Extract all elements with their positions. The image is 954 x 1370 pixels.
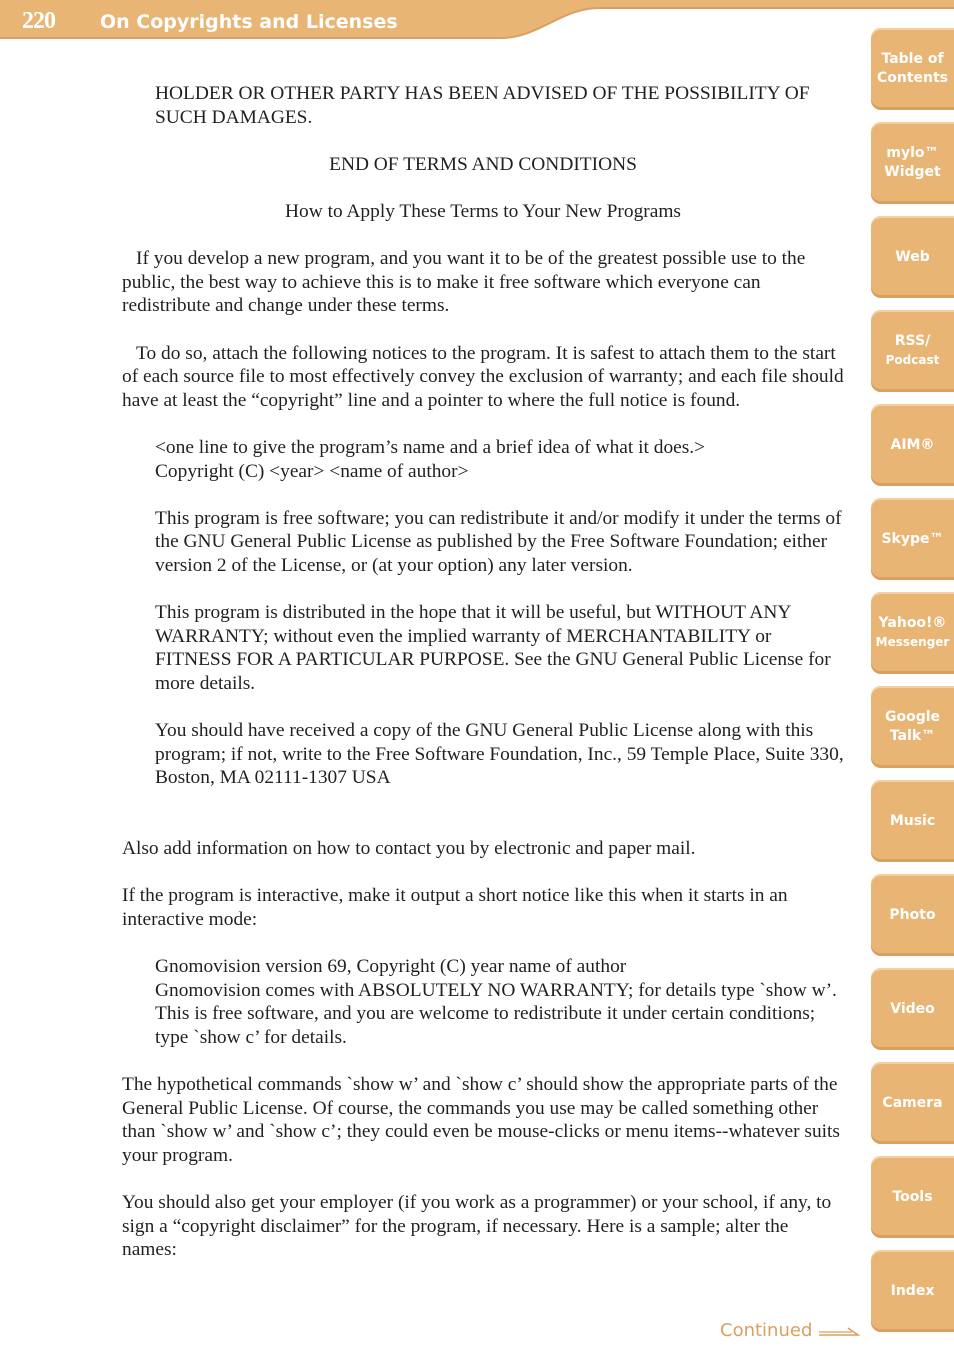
tab-label: AIM® [890, 436, 935, 453]
tab-label: Table of [881, 51, 944, 67]
tab-photo[interactable] [871, 874, 954, 956]
tab-video[interactable] [871, 968, 954, 1050]
notice-paragraph: You should have received a copy of the GNU General Public License along with this program; if not, write to the Free Software Foundation, Inc., 59 Temple Place, Suite 330, Boston, MA 02111-1307 USA [155, 720, 844, 789]
tab-camera[interactable] [871, 1062, 954, 1144]
sample-line: This is free software, and you are welcome to redistribute it under certain conditions; type `show c’ for details. [155, 1003, 816, 1048]
tab-table-of-contents[interactable] [871, 28, 954, 110]
paragraph: To do so, attach the following notices to the program. It is safest to attach them to the start of each source file to most effectively convey the exclusion of warranty; and each file should have at least the “copyright” line and a pointer to where the full notice is found. [122, 342, 844, 411]
page-number: 220 [22, 8, 55, 34]
tab-label: Photo [889, 906, 936, 923]
document-body [122, 82, 844, 1262]
tab-label: Video [890, 1000, 935, 1017]
notice-line: Copyright (C) <year> <name of author> [155, 460, 469, 482]
tab-label: Index [890, 1282, 935, 1299]
tab-rss-podcast[interactable] [871, 310, 954, 392]
heading-how-to-apply: How to Apply These Terms to Your New Programs [285, 200, 681, 222]
tab-aim[interactable] [871, 404, 954, 486]
notice-line: <one line to give the program’s name and a brief idea of what it does.> [155, 436, 706, 458]
tab-label: Skype™ [881, 530, 944, 547]
paragraph: If you develop a new program, and you want it to be of the greatest possible use to the public, the best way to achieve this is to make it free software which everyone can redistribute and change under these terms. [122, 248, 806, 317]
tab-index[interactable] [871, 1250, 954, 1332]
paragraph: You should also get your employer (if you work as a programmer) or your school, if any, to sign a “copyright disclaimer” for the program, if necessary. Here is a sample; alter the names: [122, 1191, 832, 1261]
tab-label: Contents [876, 70, 949, 86]
tab-label: mylo™ [886, 145, 939, 161]
tab-label: Music [889, 812, 936, 829]
tab-label: Podcast [885, 353, 940, 367]
tab-label: Google [884, 709, 941, 725]
tab-skype[interactable] [871, 498, 954, 580]
tab-mylo-widget[interactable] [871, 122, 954, 204]
paragraph: The hypothetical commands `show w’ and `show c’ should show the appropriate parts of the General Public License. Of course, the commands you use may be called something other than `show w’ and `show c’; they could even be mouse-clicks or menu items--whatever suits your program. [122, 1073, 840, 1166]
notice-paragraph: This program is free software; you can redistribute it and/or modify it under the terms of the GNU General Public License as published by the Free Software Foundation; either version 2 of the License, or (at your option) any later version. [155, 507, 842, 576]
continued-label: Continued [720, 1320, 813, 1341]
section-title: On Copyrights and Licenses [100, 11, 398, 33]
paragraph: Also add information on how to contact you by electronic and paper mail. [122, 838, 696, 859]
page-header [0, 0, 954, 40]
sample-line: Gnomovision comes with ABSOLUTELY NO WARRANTY; for details type `show w’. [155, 979, 837, 1001]
tab-tools[interactable] [871, 1156, 954, 1238]
tab-label: Talk™ [889, 728, 936, 744]
tab-label: Yahoo!® [878, 615, 947, 631]
tab-web[interactable] [871, 216, 954, 298]
paragraph: HOLDER OR OTHER PARTY HAS BEEN ADVISED OF THE POSSIBILITY OF SUCH DAMAGES. [155, 83, 810, 128]
paragraph: If the program is interactive, make it output a short notice like this when it starts in an interactive mode: [122, 885, 788, 930]
heading-end-terms: END OF TERMS AND CONDITIONS [329, 153, 637, 175]
tab-label: Widget [884, 164, 941, 180]
continued-arrow-icon [818, 1325, 860, 1339]
tab-label: Web [895, 248, 930, 265]
sample-line: Gnomovision version 69, Copyright (C) year name of author [155, 955, 627, 977]
notice-paragraph: This program is distributed in the hope that it will be useful, but WITHOUT ANY WARRANTY; without even the implied warranty of MERCHANTABILITY or FITNESS FOR A PARTICULAR PURPOSE. See the GNU General Public License for more details. [155, 602, 831, 694]
tab-music[interactable] [871, 780, 954, 862]
tab-label: Camera [882, 1094, 943, 1111]
tab-label: Messenger [875, 635, 950, 649]
tab-label: Tools [892, 1188, 933, 1205]
tab-google-talk[interactable] [871, 686, 954, 768]
tab-label: RSS/ [894, 333, 931, 349]
tab-yahoo-messenger[interactable] [871, 592, 954, 674]
